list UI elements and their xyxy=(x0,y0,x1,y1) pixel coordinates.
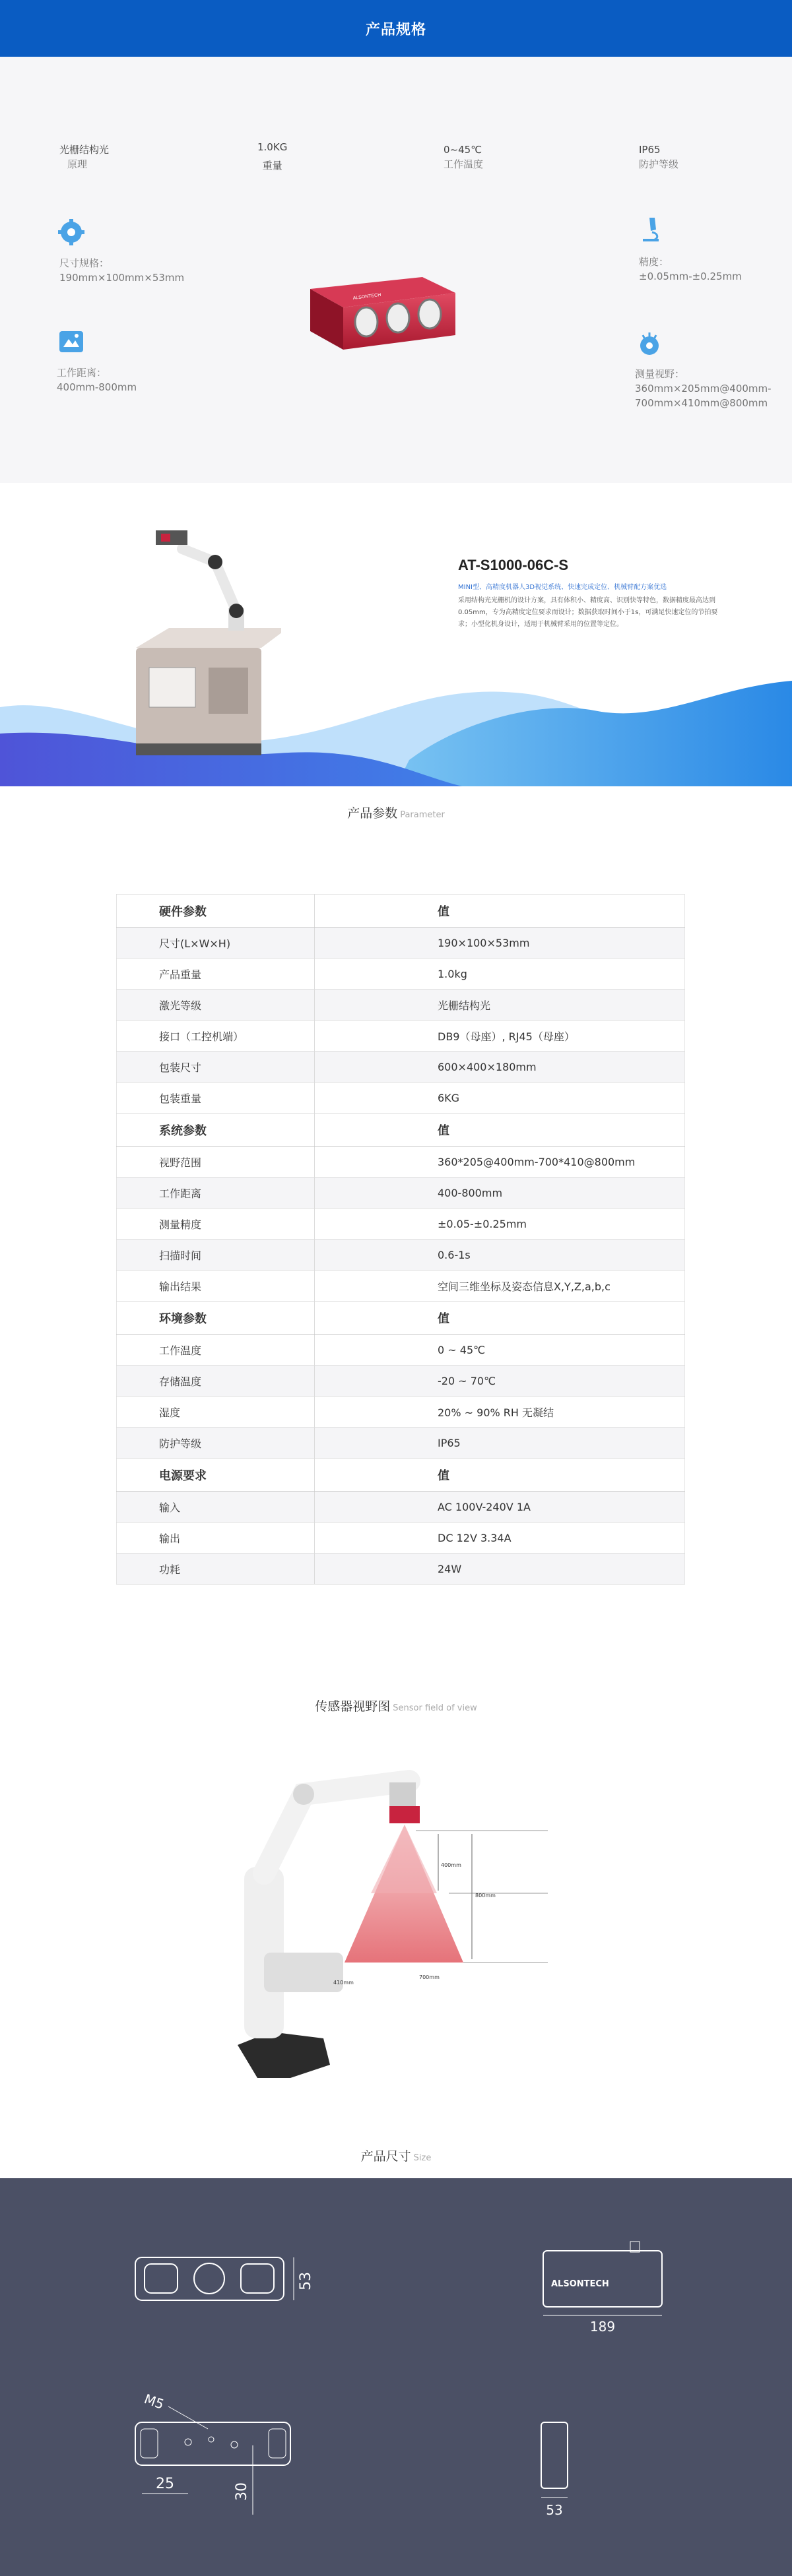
param-key: 尺寸(L×W×H) xyxy=(117,927,315,958)
dim-brand: ALSONTECH xyxy=(551,2279,609,2289)
param-value: 400-800mm xyxy=(315,1178,685,1209)
param-value: 空间三维坐标及姿态信息X,Y,Z,a,b,c xyxy=(315,1271,685,1302)
param-value: DC 12V 3.34A xyxy=(315,1523,685,1554)
ip-value: IP65 xyxy=(639,144,661,156)
principle-spec xyxy=(59,142,109,172)
distance-value: 400mm-800mm xyxy=(57,381,137,393)
param-row xyxy=(117,958,685,990)
param-value: 0 ~ 45℃ xyxy=(315,1335,685,1366)
param-value: 600×400×180mm xyxy=(315,1052,685,1083)
dim-53b: 53 xyxy=(546,2502,563,2518)
param-key: 输出结果 xyxy=(117,1271,315,1302)
param-key: 包装尺寸 xyxy=(117,1052,315,1083)
param-value: 24W xyxy=(315,1554,685,1585)
param-key: 接口（工控机端） xyxy=(117,1021,315,1052)
param-value: 6KG xyxy=(315,1083,685,1114)
param-row xyxy=(117,1209,685,1240)
dim-189: 189 xyxy=(589,2319,616,2335)
param-row xyxy=(117,1083,685,1114)
fov-value-2: 700mm×410mm@800mm xyxy=(635,397,768,409)
param-row xyxy=(117,1428,685,1459)
product-tagline: MINI型、高精度机器人3D视觉系统、快速完成定位、机械臂配方案优选 xyxy=(458,584,667,591)
param-value: 值 xyxy=(315,1302,685,1335)
param-key: 扫描时间 xyxy=(117,1240,315,1271)
weight-label: 重量 xyxy=(262,160,282,172)
size-spec xyxy=(59,256,184,285)
param-key: 视野范围 xyxy=(117,1147,315,1178)
distance-spec xyxy=(57,365,137,394)
param-key: 输出 xyxy=(117,1523,315,1554)
param-row xyxy=(117,1052,685,1083)
size-value: 190mm×100mm×53mm xyxy=(59,272,185,284)
dim-25: 25 xyxy=(156,2476,174,2492)
accuracy-spec xyxy=(639,255,742,284)
robot-cart-image xyxy=(129,516,281,760)
bottom-view-drawing xyxy=(129,2376,320,2521)
fov-subtitle: Sensor field of view xyxy=(393,1703,477,1713)
gear-icon xyxy=(57,218,86,247)
param-group-header xyxy=(117,1459,685,1492)
product-showcase xyxy=(0,483,792,786)
device-brand: ALSONTECH xyxy=(352,292,381,301)
param-table-body xyxy=(117,895,685,1585)
page-title: 产品规格 xyxy=(365,21,426,38)
param-value: 0.6-1s xyxy=(315,1240,685,1271)
temp-spec xyxy=(444,142,483,172)
param-value: 20% ~ 90% RH 无凝结 xyxy=(315,1397,685,1428)
size-title: 产品尺寸 xyxy=(360,2149,411,2164)
top-view-drawing xyxy=(531,2231,683,2337)
fov-label-800: 800mm xyxy=(475,1893,496,1899)
fov-value-1: 360mm×205mm@400mm- xyxy=(635,383,772,394)
param-value: 360*205@400mm-700*410@800mm xyxy=(315,1147,685,1178)
param-row xyxy=(117,1240,685,1271)
param-row xyxy=(117,1147,685,1178)
param-key: 工作温度 xyxy=(117,1335,315,1366)
weight-value: 1.0KG xyxy=(257,141,288,153)
dimensions-section xyxy=(0,2178,792,2576)
param-row xyxy=(117,1397,685,1428)
param-row xyxy=(117,927,685,958)
param-key: 功耗 xyxy=(117,1554,315,1585)
distance-label: 工作距离： xyxy=(57,367,107,379)
accuracy-value: ±0.05mm-±0.25mm xyxy=(639,270,742,282)
dim-53: 53 xyxy=(298,2272,314,2290)
param-section-title xyxy=(0,803,792,821)
param-group-header xyxy=(117,1114,685,1147)
param-subtitle: Parameter xyxy=(400,810,445,820)
param-row xyxy=(117,1366,685,1397)
param-key: 硬件参数 xyxy=(117,895,315,927)
header-bar xyxy=(0,0,792,57)
param-key: 环境参数 xyxy=(117,1302,315,1335)
fov-spec xyxy=(635,367,772,410)
param-value: -20 ~ 70℃ xyxy=(315,1366,685,1397)
param-key: 产品重量 xyxy=(117,958,315,990)
param-row xyxy=(117,990,685,1021)
fov-label-410: 410mm xyxy=(333,1980,354,1986)
param-key: 输入 xyxy=(117,1492,315,1523)
param-key: 激光等级 xyxy=(117,990,315,1021)
param-key: 存储温度 xyxy=(117,1366,315,1397)
param-key: 工作距离 xyxy=(117,1178,315,1209)
param-key: 测量精度 xyxy=(117,1209,315,1240)
param-key: 包装重量 xyxy=(117,1083,315,1114)
spec-overview xyxy=(0,57,792,483)
param-value: 值 xyxy=(315,1114,685,1147)
param-value: IP65 xyxy=(315,1428,685,1459)
weight-spec xyxy=(257,140,287,173)
param-value: DB9（母座）, RJ45（母座） xyxy=(315,1021,685,1052)
param-row xyxy=(117,1492,685,1523)
field-of-view-icon xyxy=(635,329,664,358)
front-view-drawing xyxy=(129,2244,320,2323)
ip-spec xyxy=(639,142,678,172)
param-title: 产品参数 xyxy=(347,806,398,821)
param-value: 值 xyxy=(315,895,685,927)
side-view-drawing xyxy=(528,2409,587,2521)
sensor-device-image xyxy=(290,251,482,363)
dim-30: 30 xyxy=(234,2482,250,2501)
param-row xyxy=(117,1021,685,1052)
param-value: 1.0kg xyxy=(315,958,685,990)
param-row xyxy=(117,1178,685,1209)
param-key: 电源要求 xyxy=(117,1459,315,1492)
param-group-header xyxy=(117,1302,685,1335)
param-value: AC 100V-240V 1A xyxy=(315,1492,685,1523)
param-table xyxy=(116,894,685,1585)
sensor-fov-diagram xyxy=(191,1735,574,2118)
ip-label: 防护等级 xyxy=(639,158,679,170)
temp-value: 0~45℃ xyxy=(444,144,482,156)
size-label: 尺寸规格： xyxy=(59,257,110,269)
param-row xyxy=(117,1523,685,1554)
distance-icon xyxy=(57,327,86,356)
param-row xyxy=(117,1554,685,1585)
fov-label-400: 400mm xyxy=(441,1862,461,1868)
fov-section-title xyxy=(0,1697,792,1714)
param-group-header xyxy=(117,895,685,927)
dim-m5: M5 xyxy=(142,2391,166,2412)
param-key: 防护等级 xyxy=(117,1428,315,1459)
principle-value: 光栅结构光 xyxy=(59,144,110,156)
param-key: 系统参数 xyxy=(117,1114,315,1147)
principle-label: 原理 xyxy=(67,158,88,170)
param-value: 值 xyxy=(315,1459,685,1492)
fov-title: 传感器视野图 xyxy=(315,1699,391,1714)
product-description: 采用结构光光栅机的设计方案，具有体积小、精度高、识别快等特色，数据精度最高达到0.05mm，专为高精度定位要求而设计；数据获取时间小于1s，可满足快速定位的节拍要求；小型化机身设计，适用于机械臂采用的位置等定位。 xyxy=(458,597,718,628)
temp-label: 工作温度 xyxy=(444,158,484,170)
fov-label: 测量视野： xyxy=(635,368,685,380)
param-value: ±0.05-±0.25mm xyxy=(315,1209,685,1240)
param-row xyxy=(117,1335,685,1366)
microscope-icon xyxy=(636,215,665,244)
size-subtitle: Size xyxy=(413,2153,432,2163)
wave-background xyxy=(0,483,792,786)
fov-label-700: 700mm xyxy=(419,1974,440,1980)
param-row xyxy=(117,1271,685,1302)
product-model: AT-S1000-06C-S xyxy=(458,557,569,573)
size-section-title xyxy=(0,2147,792,2164)
accuracy-label: 精度： xyxy=(639,256,669,268)
param-value: 光栅结构光 xyxy=(315,990,685,1021)
param-value: 190×100×53mm xyxy=(315,927,685,958)
param-key: 湿度 xyxy=(117,1397,315,1428)
